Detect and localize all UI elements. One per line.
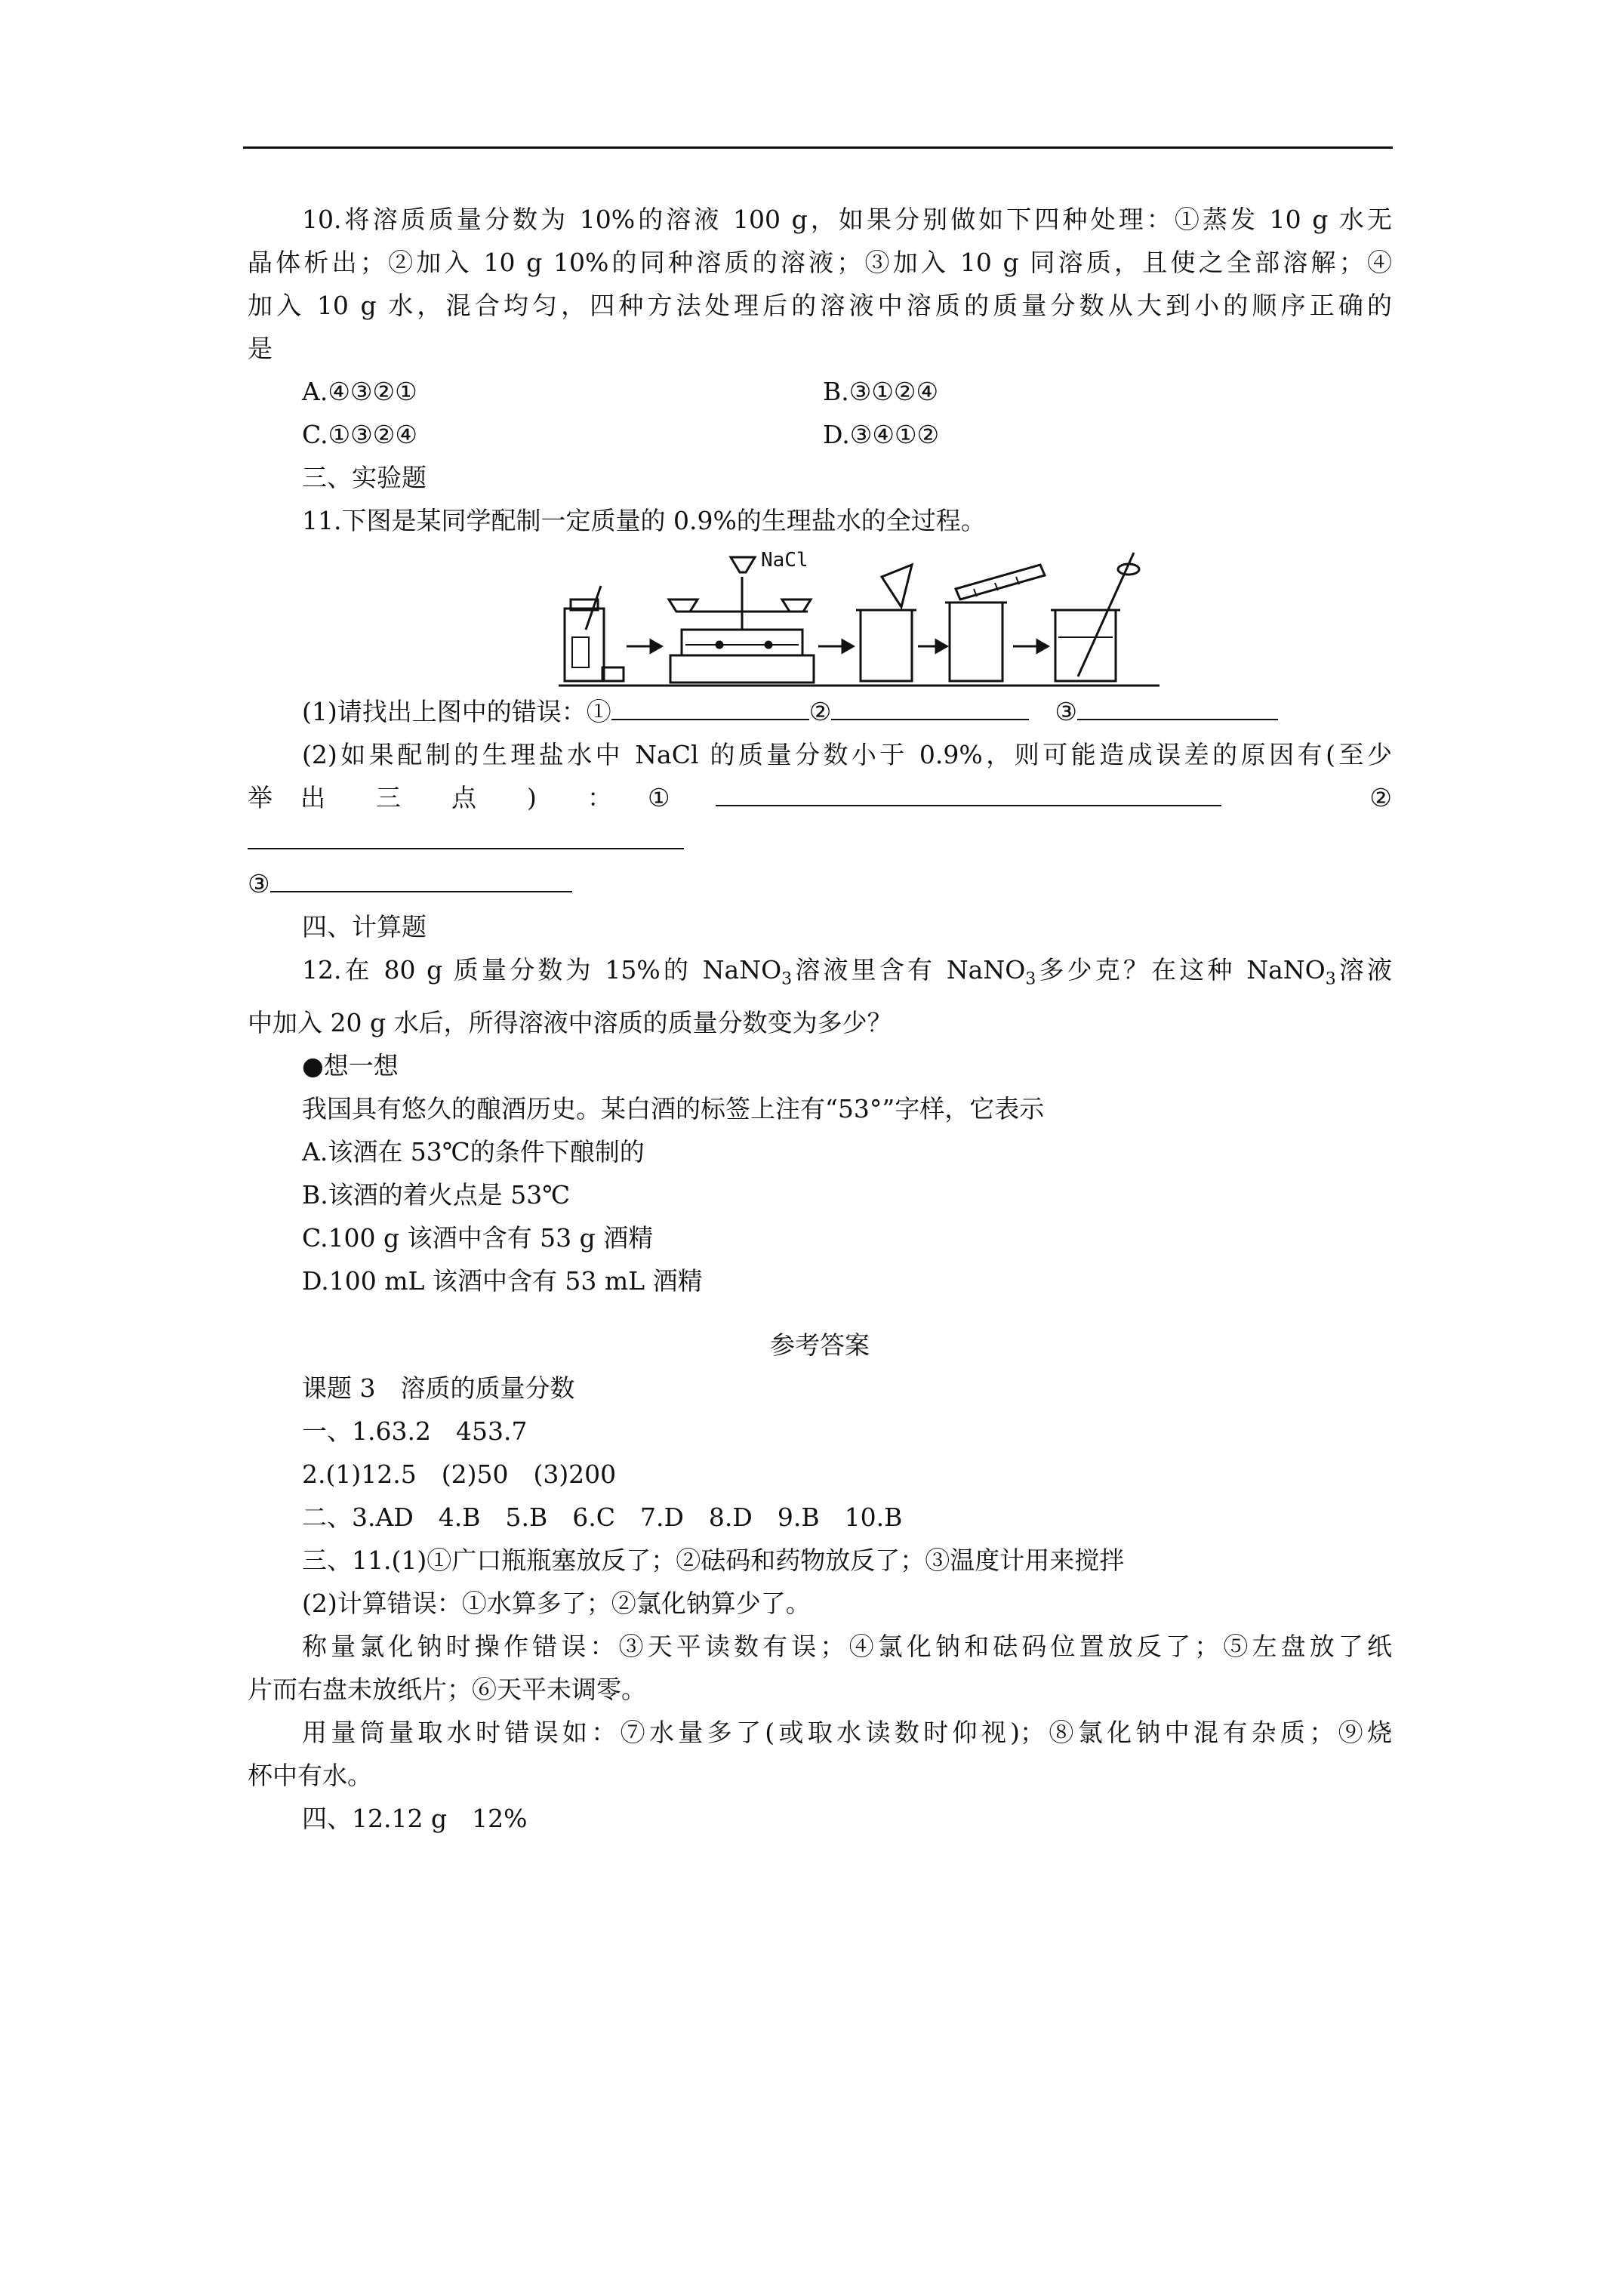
- think-section: [248, 1044, 1392, 1302]
- arrow-icon: [918, 640, 947, 652]
- answer-line: (2)计算错误：①水算多了；②氯化钠算少了。: [302, 1588, 811, 1618]
- q11-part-1-circ-2: ②: [808, 697, 832, 726]
- think-title: ●想一想: [302, 1050, 399, 1080]
- question-10: [248, 198, 1392, 456]
- q11-p2-circ-2: ②: [1369, 783, 1392, 812]
- answer-line: 片而右盘未放纸片；⑥天平未调零。: [248, 1674, 646, 1704]
- q10-option-b: B.③①②④: [823, 377, 939, 406]
- section-4-title: 四、计算题: [302, 912, 427, 942]
- figure-label-nacl: NaCl: [761, 549, 808, 572]
- q12-subscript: 3: [1025, 969, 1036, 989]
- q10-line-1: 10.将溶质质量分数为 10%的溶液 100 g，如果分别做如下四种处理：①蒸发 10 g 水无: [302, 205, 1392, 234]
- q11-part-2-line-1: (2)如果配制的生理盐水中 NaCl 的质量分数小于 0.9%，则可能造成误差的原因有(至少: [302, 740, 1392, 769]
- q11-answer-blank-3[interactable]: [1077, 696, 1278, 720]
- arrow-icon: [627, 640, 661, 652]
- q11-p2-char: ：: [587, 783, 612, 812]
- answer-line: 四、12.12 g 12%: [302, 1803, 528, 1833]
- q11-answer-blank-1[interactable]: [611, 696, 809, 720]
- answer-line: 称量氯化钠时操作错误：③天平读数有误；④氯化钠和砝码位置放反了；⑤左盘放了纸: [302, 1631, 1392, 1661]
- document-body: [248, 198, 1392, 1840]
- q12-text: 溶液: [1335, 955, 1393, 985]
- q11-part-2-blank-2[interactable]: [248, 825, 684, 849]
- q12-line-1: [248, 948, 1392, 1001]
- q12-line-2: 中加入 20 g 水后，所得溶液中溶质的质量分数变为多少？: [248, 1007, 892, 1037]
- q11-p2-char: 举: [248, 783, 273, 812]
- arrow-icon: [818, 640, 853, 652]
- answers-lesson: 课题 3 溶质的质量分数: [302, 1373, 575, 1403]
- think-option-c: C.100 g 该酒中含有 53 g 酒精: [302, 1222, 654, 1253]
- stirring-beaker-icon: [1051, 553, 1139, 681]
- pouring-cylinder-icon: [945, 565, 1045, 681]
- q11-answer-blank-2[interactable]: [831, 696, 1029, 720]
- answer-line: 用量筒量取水时错误如：⑦水量多了(或取水读数时仰视)；⑧氯化钠中混有杂质；⑨烧: [302, 1717, 1392, 1747]
- q12-text: 多少克？在这种 NaNO: [1036, 955, 1326, 985]
- reagent-jar-icon: [565, 586, 624, 681]
- think-stem: 我国具有悠久的酿酒历史。某白酒的标签上注有“53°”字样，它表示: [302, 1093, 1045, 1123]
- q11-p2-char: 出: [300, 783, 325, 812]
- q10-option-d: D.③④①②: [823, 420, 940, 449]
- saline-preparation-figure: [557, 547, 1161, 690]
- q12-subscript: 3: [1325, 969, 1336, 989]
- q11-part-1: [248, 690, 1392, 733]
- think-option-d: D.100 mL 该酒中含有 53 mL 酒精: [302, 1265, 703, 1296]
- section-3-title: 三、实验题: [302, 463, 427, 492]
- q10-line-4: 是: [248, 334, 273, 363]
- arrow-icon: [1013, 640, 1048, 652]
- answers-section: [248, 1324, 1392, 1840]
- q11-part-2-blank-3[interactable]: [270, 868, 572, 892]
- q11-p2-char: 三: [376, 783, 401, 812]
- q10-options-row-2: [248, 413, 1392, 456]
- think-option-a: A.该酒在 53℃的条件下酿制的: [302, 1136, 645, 1166]
- answer-line: 二、3.AD 4.B 5.B 6.C 7.D 8.D 9.B 10.B: [302, 1502, 903, 1532]
- q12-text: 12.在 80 g 质量分数为 15%的 NaNO: [302, 955, 782, 985]
- question-11: [248, 499, 1392, 905]
- q10-option-c: C.①③②④: [302, 420, 417, 449]
- q11-part-2-blank-1[interactable]: [716, 782, 1221, 806]
- think-option-b: B.该酒的着火点是 53℃: [302, 1179, 571, 1210]
- beaker-icon: [856, 565, 916, 681]
- q11-p2-circ-1: ①: [648, 783, 670, 812]
- q12-text: 溶液里含有 NaNO: [792, 955, 1026, 985]
- header-rule: [243, 146, 1393, 149]
- q11-part-2-line-3: [248, 819, 1392, 862]
- q11-part-1-circ-3: ③: [1055, 697, 1077, 726]
- q10-line-2: 晶体析出；②加入 10 g 10%的同种溶质的溶液；③加入 10 g 同溶质，且使之全部溶解；④: [248, 248, 1392, 277]
- q11-p2-circ-3: ③: [248, 869, 270, 898]
- answer-line: 一、1.63.2 453.7: [302, 1416, 528, 1446]
- question-12: [248, 948, 1392, 1044]
- q10-line-3: 加入 10 g 水，混合均匀，四种方法处理后的溶液中溶质的质量分数从大到小的顺序正确的: [248, 291, 1392, 320]
- answers-title: 参考答案: [770, 1330, 870, 1360]
- q11-p2-char: ): [527, 783, 537, 812]
- q10-options-row-1: [248, 370, 1392, 413]
- q11-intro: 11.下图是某同学配制一定质量的 0.9%的生理盐水的全过程。: [302, 506, 986, 535]
- q11-part-2-line-2: [248, 776, 1392, 819]
- answer-line: 三、11.(1)①广口瓶瓶塞放反了；②砝码和药物放反了；③温度计用来搅拌: [302, 1545, 1125, 1575]
- balance-icon: [669, 557, 814, 683]
- q11-part-2-line-4: [248, 862, 1392, 905]
- q10-option-a: A.④③②①: [302, 377, 417, 406]
- answer-line: 杯中有水。: [248, 1760, 372, 1790]
- q11-part-1-label: (1)请找出上图中的错误：①: [302, 697, 611, 726]
- q12-subscript: 3: [781, 969, 793, 989]
- q11-p2-char: 点: [451, 783, 476, 812]
- answer-line: 2.(1)12.5 (2)50 (3)200: [302, 1459, 617, 1489]
